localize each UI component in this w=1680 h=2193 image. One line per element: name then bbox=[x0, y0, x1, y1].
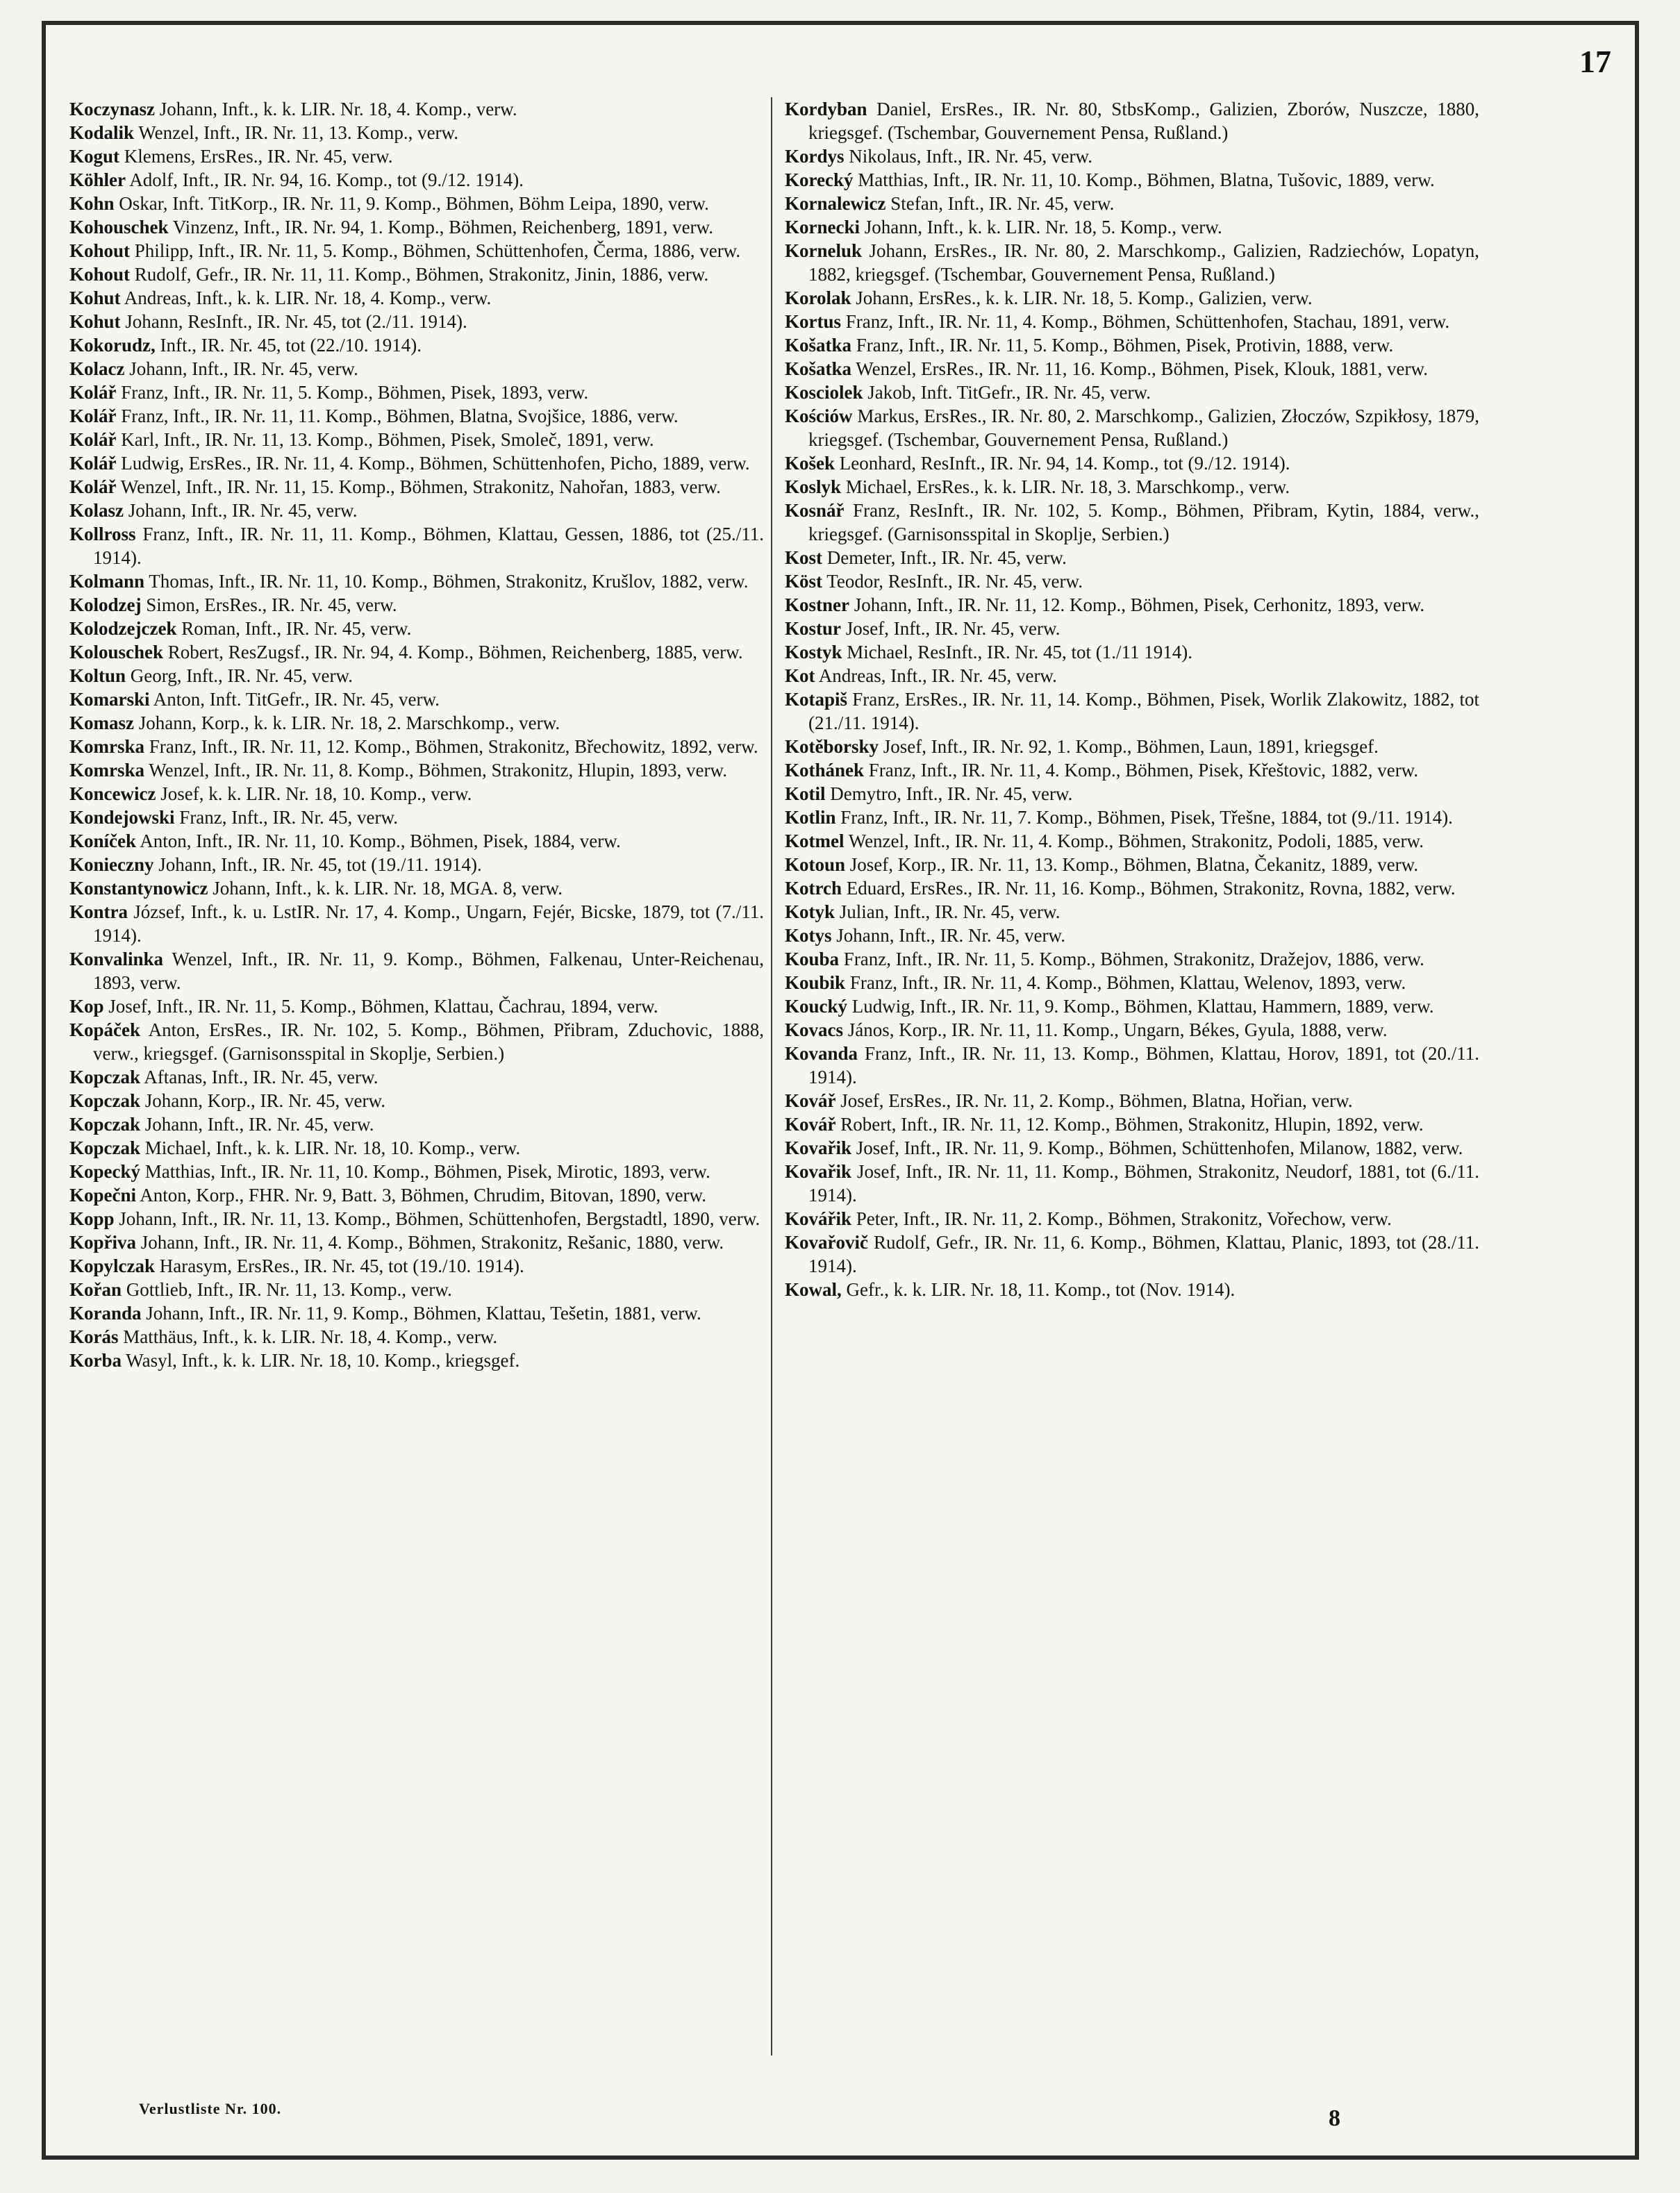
casualty-entry bbox=[785, 569, 1479, 593]
entry-details: Franz, Inft., IR. Nr. 11, 5. Komp., Böhmen, Strakonitz, Dražejov, 1886, verw. bbox=[839, 949, 1424, 969]
entry-details: Teodor, ResInft., IR. Nr. 45, verw. bbox=[822, 571, 1083, 592]
entry-surname: Kolář bbox=[69, 382, 117, 403]
entry-surname: Komarski bbox=[69, 689, 150, 710]
entry-surname: Konvalinka bbox=[69, 949, 164, 969]
casualty-entry bbox=[785, 1018, 1479, 1042]
casualty-entry bbox=[785, 239, 1479, 286]
casualty-entry bbox=[69, 900, 764, 947]
entry-surname: Kovanda bbox=[785, 1043, 858, 1064]
entry-surname: Kohut bbox=[69, 287, 121, 308]
entry-surname: Korneluk bbox=[785, 240, 863, 261]
entry-details: Matthäus, Inft., k. k. LIR. Nr. 18, 4. Komp., verw. bbox=[118, 1326, 498, 1347]
entry-surname: Kouba bbox=[785, 949, 840, 969]
casualty-entry bbox=[69, 1207, 764, 1231]
entry-surname: Kotlin bbox=[785, 807, 836, 828]
entry-details: Matthias, Inft., IR. Nr. 11, 10. Komp., Böhmen, Blatna, Tušovic, 1889, verw. bbox=[853, 169, 1435, 190]
casualty-entry bbox=[69, 286, 764, 310]
entry-surname: Kothánek bbox=[785, 760, 865, 781]
entry-surname: Korecký bbox=[785, 169, 854, 190]
casualty-entry bbox=[785, 617, 1479, 640]
casualty-entry bbox=[785, 735, 1479, 758]
casualty-entry bbox=[69, 121, 764, 144]
entry-surname: Kolář bbox=[69, 453, 117, 474]
entry-surname: Kopczak bbox=[69, 1090, 141, 1111]
entry-details: Jakob, Inft. TitGefr., IR. Nr. 45, verw. bbox=[863, 382, 1151, 403]
entry-surname: Kontra bbox=[69, 901, 128, 922]
entry-details: Leonhard, ResInft., IR. Nr. 94, 14. Komp., tot (9./12. 1914). bbox=[835, 453, 1290, 474]
entry-details: Julian, Inft., IR. Nr. 45, verw. bbox=[835, 901, 1061, 922]
entry-details: Franz, Inft., IR. Nr. 11, 13. Komp., Böhmen, Klattau, Horov, 1891, tot (20./11. 1914). bbox=[808, 1043, 1479, 1087]
casualty-entry bbox=[69, 239, 764, 262]
entry-surname: Koczynasz bbox=[69, 99, 155, 119]
entry-details: Klemens, ErsRes., IR. Nr. 45, verw. bbox=[119, 146, 393, 167]
entry-details: János, Korp., IR. Nr. 11, 11. Komp., Ungarn, Békes, Gyula, 1888, verw. bbox=[843, 1019, 1388, 1040]
entry-details: Peter, Inft., IR. Nr. 11, 2. Komp., Böhmen, Strakonitz, Vořechow, verw. bbox=[851, 1208, 1392, 1229]
entry-surname: Koucký bbox=[785, 996, 848, 1017]
casualty-entry bbox=[69, 310, 764, 333]
entry-details: Wenzel, Inft., IR. Nr. 11, 9. Komp., Böhmen, Falkenau, Unter-Reichenau, 1893, verw. bbox=[93, 949, 764, 993]
entry-surname: Köst bbox=[785, 571, 822, 592]
casualty-entry bbox=[69, 404, 764, 428]
entry-details: Stefan, Inft., IR. Nr. 45, verw. bbox=[885, 193, 1115, 214]
casualty-entry bbox=[69, 333, 764, 357]
entry-details: Adolf, Inft., IR. Nr. 94, 16. Komp., tot (9./12. 1914). bbox=[126, 169, 524, 190]
entry-surname: Koníček bbox=[69, 831, 137, 851]
entry-surname: Kokorudz, bbox=[69, 335, 156, 356]
casualty-entry bbox=[69, 1325, 764, 1349]
entry-surname: Kościów bbox=[785, 406, 853, 426]
entry-surname: Korolak bbox=[785, 287, 851, 308]
casualty-entry bbox=[785, 286, 1479, 310]
casualty-entry bbox=[69, 1136, 764, 1160]
casualty-entry bbox=[69, 428, 764, 451]
entry-details: Anton, ErsRes., IR. Nr. 102, 5. Komp., Böhmen, Přibram, Zduchovic, 1888, verw., kriegsgef. (Garnisonsspital in Skoplje, Serbien.) bbox=[93, 1019, 764, 1064]
entry-surname: Korba bbox=[69, 1350, 122, 1371]
entry-details: Wenzel, Inft., IR. Nr. 11, 8. Komp., Böhmen, Strakonitz, Hlupin, 1893, verw. bbox=[144, 760, 727, 781]
entry-details: Michael, ResInft., IR. Nr. 45, tot (1./11 1914). bbox=[842, 642, 1192, 662]
casualty-entry bbox=[69, 1160, 764, 1183]
casualty-entry bbox=[785, 192, 1479, 215]
entry-details: Franz, Inft., IR. Nr. 11, 4. Komp., Böhmen, Pisek, Křeštovic, 1882, verw. bbox=[864, 760, 1419, 781]
casualty-entry bbox=[69, 593, 764, 617]
entry-details: Anton, Inft. TitGefr., IR. Nr. 45, verw. bbox=[149, 689, 440, 710]
entry-surname: Kovařik bbox=[785, 1161, 852, 1182]
entry-details: Johann, ResInft., IR. Nr. 45, tot (2./11. 1914). bbox=[120, 311, 467, 332]
entry-surname: Kotys bbox=[785, 925, 832, 946]
casualty-entry bbox=[69, 994, 764, 1018]
entry-details: Gefr., k. k. LIR. Nr. 18, 11. Komp., tot (Nov. 1914). bbox=[841, 1279, 1236, 1300]
casualty-entry bbox=[785, 310, 1479, 333]
entry-surname: Kovařovič bbox=[785, 1232, 868, 1253]
entry-surname: Komrska bbox=[69, 736, 144, 757]
entry-surname: Kořan bbox=[69, 1279, 122, 1300]
entry-surname: Kopylczak bbox=[69, 1256, 156, 1276]
entry-surname: Kolouschek bbox=[69, 642, 164, 662]
entry-surname: Kolodzej bbox=[69, 594, 142, 615]
entry-details: Franz, Inft., IR. Nr. 11, 11. Komp., Böhmen, Klattau, Gessen, 1886, tot (25./11. 1914). bbox=[93, 524, 764, 568]
entry-details: Gottlieb, Inft., IR. Nr. 11, 13. Komp., verw. bbox=[122, 1279, 452, 1300]
entry-surname: Kohouschek bbox=[69, 217, 169, 237]
entry-surname: Kopecký bbox=[69, 1161, 141, 1182]
casualty-entry bbox=[785, 381, 1479, 404]
entry-surname: Kopáček bbox=[69, 1019, 141, 1040]
casualty-entry bbox=[69, 758, 764, 782]
casualty-entry bbox=[785, 144, 1479, 168]
casualty-entry bbox=[69, 617, 764, 640]
casualty-entry bbox=[785, 215, 1479, 239]
casualty-entry bbox=[785, 876, 1479, 900]
entry-surname: Kolmann bbox=[69, 571, 145, 592]
entry-details: Josef, ErsRes., IR. Nr. 11, 2. Komp., Böhmen, Blatna, Hořian, verw. bbox=[835, 1090, 1353, 1111]
entry-details: Oskar, Inft. TitKorp., IR. Nr. 11, 9. Komp., Böhmen, Böhm Leipa, 1890, verw. bbox=[114, 193, 709, 214]
entry-details: Simon, ErsRes., IR. Nr. 45, verw. bbox=[141, 594, 397, 615]
entry-surname: Kotoun bbox=[785, 854, 846, 875]
entry-surname: Koranda bbox=[69, 1303, 142, 1324]
entry-surname: Konieczny bbox=[69, 854, 154, 875]
entry-details: Johann, ErsRes., k. k. LIR. Nr. 18, 5. Komp., Galizien, verw. bbox=[851, 287, 1313, 308]
entry-details: Roman, Inft., IR. Nr. 45, verw. bbox=[176, 618, 412, 639]
casualty-entry bbox=[785, 971, 1479, 994]
casualty-entry bbox=[69, 853, 764, 876]
casualty-entry bbox=[785, 404, 1479, 451]
casualty-entry bbox=[69, 451, 764, 475]
entry-details: Franz, Inft., IR. Nr. 11, 11. Komp., Böhmen, Blatna, Svojšice, 1886, verw. bbox=[116, 406, 679, 426]
entry-details: József, Inft., k. u. LstIR. Nr. 17, 4. Komp., Ungarn, Fejér, Bicske, 1879, tot (7./11. 1914). bbox=[93, 901, 764, 946]
entry-details: Inft., IR. Nr. 45, tot (22./10. 1914). bbox=[155, 335, 422, 356]
casualty-entry bbox=[69, 192, 764, 215]
entry-details: Aftanas, Inft., IR. Nr. 45, verw. bbox=[140, 1067, 379, 1087]
entry-details: Robert, Inft., IR. Nr. 11, 12. Komp., Böhmen, Strakonitz, Hlupin, 1892, verw. bbox=[835, 1114, 1424, 1135]
entry-details: Georg, Inft., IR. Nr. 45, verw. bbox=[126, 665, 353, 686]
footer-list-label: Verlustliste Nr. 100. bbox=[139, 2100, 282, 2117]
casualty-entry bbox=[69, 1231, 764, 1254]
entry-surname: Kolář bbox=[69, 406, 117, 426]
casualty-entry bbox=[785, 782, 1479, 806]
entry-surname: Kovář bbox=[785, 1114, 836, 1135]
entry-surname: Kovář bbox=[785, 1090, 836, 1111]
entry-surname: Kostur bbox=[785, 618, 841, 639]
entry-surname: Kodalik bbox=[69, 122, 135, 143]
casualty-entry bbox=[69, 144, 764, 168]
entry-surname: Košek bbox=[785, 453, 835, 474]
entry-surname: Kolasz bbox=[69, 500, 124, 521]
entry-surname: Kortus bbox=[785, 311, 841, 332]
entry-surname: Kolář bbox=[69, 476, 117, 497]
entry-surname: Kotrch bbox=[785, 878, 842, 899]
entry-details: Franz, ResInft., IR. Nr. 102, 5. Komp., Böhmen, Přibram, Kytin, 1884, verw., kriegsgef. (Garnisonsspital in Skoplje, Serbien.) bbox=[808, 500, 1479, 544]
casualty-entry bbox=[69, 1018, 764, 1065]
casualty-entry bbox=[69, 215, 764, 239]
entry-surname: Kollross bbox=[69, 524, 136, 544]
casualty-entry bbox=[785, 499, 1479, 546]
casualty-entry bbox=[785, 1231, 1479, 1278]
entry-details: Ludwig, Inft., IR. Nr. 11, 9. Komp., Böhmen, Klattau, Hammern, 1889, verw. bbox=[847, 996, 1434, 1017]
entry-details: Wasyl, Inft., k. k. LIR. Nr. 18, 10. Komp., kriegsgef. bbox=[122, 1350, 520, 1371]
entry-details: Franz, Inft., IR. Nr. 11, 4. Komp., Böhmen, Schüttenhofen, Stachau, 1891, verw. bbox=[841, 311, 1450, 332]
entry-details: Johann, Inft., k. k. LIR. Nr. 18, MGA. 8, verw. bbox=[208, 878, 563, 899]
casualty-entry bbox=[69, 876, 764, 900]
entry-details: Franz, Inft., IR. Nr. 11, 4. Komp., Böhmen, Klattau, Welenov, 1893, verw. bbox=[845, 972, 1406, 993]
entry-details: Michael, Inft., k. k. LIR. Nr. 18, 10. Komp., verw. bbox=[140, 1137, 521, 1158]
entry-details: Josef, Inft., IR. Nr. 45, verw. bbox=[841, 618, 1061, 639]
casualty-entry bbox=[785, 829, 1479, 853]
casualty-entry bbox=[69, 1183, 764, 1207]
entry-surname: Kosciolek bbox=[785, 382, 863, 403]
entry-surname: Komrska bbox=[69, 760, 144, 781]
casualty-entry bbox=[69, 664, 764, 687]
entry-details: Andreas, Inft., IR. Nr. 45, verw. bbox=[815, 665, 1057, 686]
entry-details: Markus, ErsRes., IR. Nr. 80, 2. Marschkomp., Galizien, Złoczów, Szpikłosy, 1879, kriegsgef. (Tschembar, Gouvernement Pensa, Rußland.) bbox=[808, 406, 1479, 450]
entry-details: Demytro, Inft., IR. Nr. 45, verw. bbox=[825, 783, 1073, 804]
entry-surname: Kordys bbox=[785, 146, 845, 167]
casualty-entry bbox=[785, 687, 1479, 735]
entry-surname: Koslyk bbox=[785, 476, 842, 497]
entry-details: Josef, Inft., IR. Nr. 11, 5. Komp., Böhmen, Klattau, Čachrau, 1894, verw. bbox=[103, 996, 658, 1017]
casualty-entry bbox=[69, 522, 764, 569]
entry-surname: Kowal, bbox=[785, 1279, 842, 1300]
entry-details: Johann, Inft., IR. Nr. 45, verw. bbox=[140, 1114, 374, 1135]
entry-surname: Kotyk bbox=[785, 901, 835, 922]
entry-details: Wenzel, Inft., IR. Nr. 11, 13. Komp., verw. bbox=[134, 122, 459, 143]
entry-details: Johann, Inft., k. k. LIR. Nr. 18, 4. Komp., verw. bbox=[154, 99, 517, 119]
entry-details: Johann, Inft., IR. Nr. 11, 4. Komp., Böhmen, Strakonitz, Rešanic, 1880, verw. bbox=[136, 1232, 724, 1253]
entry-surname: Kostner bbox=[785, 594, 849, 615]
entry-details: Johann, Inft., IR. Nr. 45, verw. bbox=[124, 358, 358, 379]
casualty-entry bbox=[69, 499, 764, 522]
casualty-entry bbox=[69, 687, 764, 711]
casualty-entry bbox=[785, 168, 1479, 192]
casualty-entry bbox=[69, 806, 764, 829]
casualty-entry bbox=[69, 640, 764, 664]
entry-surname: Kopczak bbox=[69, 1137, 141, 1158]
entry-surname: Koltun bbox=[69, 665, 126, 686]
entry-details: Matthias, Inft., IR. Nr. 11, 10. Komp., Böhmen, Pisek, Mirotic, 1893, verw. bbox=[140, 1161, 710, 1182]
casualty-entry bbox=[69, 168, 764, 192]
entry-details: Johann, Korp., IR. Nr. 45, verw. bbox=[140, 1090, 385, 1111]
entry-details: Franz, ErsRes., IR. Nr. 11, 14. Komp., Böhmen, Pisek, Worlik Zlakowitz, 1882, tot (21./11. 1914). bbox=[808, 689, 1479, 733]
casualty-entry bbox=[785, 806, 1479, 829]
casualty-entry bbox=[785, 640, 1479, 664]
entry-details: Harasym, ErsRes., IR. Nr. 45, tot (19./10. 1914). bbox=[155, 1256, 524, 1276]
casualty-entry bbox=[785, 1160, 1479, 1207]
casualty-entry bbox=[785, 1207, 1479, 1231]
entry-details: Franz, Inft., IR. Nr. 11, 7. Komp., Böhmen, Pisek, Třešne, 1884, tot (9./11. 1914). bbox=[835, 807, 1453, 828]
entry-details: Karl, Inft., IR. Nr. 11, 13. Komp., Böhmen, Pisek, Smoleč, 1891, verw. bbox=[116, 429, 654, 450]
casualty-entry bbox=[785, 1042, 1479, 1089]
entry-surname: Kotěborsky bbox=[785, 736, 879, 757]
entry-surname: Kotil bbox=[785, 783, 826, 804]
casualty-entry bbox=[785, 1136, 1479, 1160]
entry-surname: Kovařik bbox=[785, 1137, 852, 1158]
casualty-entry bbox=[785, 924, 1479, 947]
entry-surname: Kondejowski bbox=[69, 807, 175, 828]
entry-surname: Kohout bbox=[69, 240, 131, 261]
column-divider bbox=[771, 97, 772, 2056]
entry-surname: Komasz bbox=[69, 712, 134, 733]
entry-details: Philipp, Inft., IR. Nr. 11, 5. Komp., Böhmen, Schüttenhofen, Čerma, 1886, verw. bbox=[130, 240, 741, 261]
entry-details: Josef, Inft., IR. Nr. 92, 1. Komp., Böhmen, Laun, 1891, kriegsgef. bbox=[879, 736, 1379, 757]
casualty-entry bbox=[785, 333, 1479, 357]
entry-details: Johann, Inft., IR. Nr. 11, 12. Komp., Böhmen, Pisek, Cerhonitz, 1893, verw. bbox=[849, 594, 1425, 615]
casualty-entry bbox=[69, 1278, 764, 1301]
casualty-entry bbox=[69, 1254, 764, 1278]
entry-surname: Kostyk bbox=[785, 642, 842, 662]
casualty-entry bbox=[785, 1112, 1479, 1136]
entry-details: Franz, Inft., IR. Nr. 11, 12. Komp., Böhmen, Strakonitz, Břechowitz, 1892, verw. bbox=[144, 736, 758, 757]
casualty-entry bbox=[785, 853, 1479, 876]
entry-details: Johann, Inft., IR. Nr. 45, verw. bbox=[831, 925, 1065, 946]
entry-surname: Kopczak bbox=[69, 1114, 141, 1135]
entry-details: Eduard, ErsRes., IR. Nr. 11, 16. Komp., Böhmen, Strakonitz, Rovna, 1882, verw. bbox=[842, 878, 1456, 899]
entry-surname: Košatka bbox=[785, 358, 852, 379]
entry-surname: Korás bbox=[69, 1326, 119, 1347]
entry-surname: Kovacs bbox=[785, 1019, 843, 1040]
entry-surname: Kotmel bbox=[785, 831, 845, 851]
casualty-entry bbox=[69, 357, 764, 381]
casualty-entry bbox=[69, 947, 764, 994]
entry-surname: Košatka bbox=[785, 335, 852, 356]
entry-details: Rudolf, Gefr., IR. Nr. 11, 11. Komp., Böhmen, Strakonitz, Jinin, 1886, verw. bbox=[130, 264, 709, 285]
casualty-entry bbox=[69, 1089, 764, 1112]
entry-details: Anton, Inft., IR. Nr. 11, 10. Komp., Böhmen, Pisek, 1884, verw. bbox=[136, 831, 621, 851]
entry-details: Josef, Korp., IR. Nr. 11, 13. Komp., Böhmen, Blatna, Čekanitz, 1889, verw. bbox=[845, 854, 1419, 875]
entry-surname: Kolacz bbox=[69, 358, 125, 379]
entry-details: Johann, Inft., IR. Nr. 45, tot (19./11. 1914). bbox=[153, 854, 482, 875]
entry-surname: Konstantynowicz bbox=[69, 878, 208, 899]
entry-surname: Kotapiš bbox=[785, 689, 848, 710]
entry-details: Franz, Inft., IR. Nr. 11, 5. Komp., Böhmen, Pisek, Protivin, 1888, verw. bbox=[851, 335, 1394, 356]
document-page bbox=[42, 21, 1639, 2160]
entry-details: Franz, Inft., IR. Nr. 11, 5. Komp., Böhmen, Pisek, 1893, verw. bbox=[116, 382, 589, 403]
entry-surname: Kornecki bbox=[785, 217, 860, 237]
casualty-entry bbox=[69, 829, 764, 853]
entry-surname: Kohn bbox=[69, 193, 115, 214]
casualty-entry bbox=[69, 735, 764, 758]
entry-surname: Koncewicz bbox=[69, 783, 156, 804]
entry-details: Johann, Inft., IR. Nr. 11, 13. Komp., Böhmen, Schüttenhofen, Bergstadtl, 1890, verw. bbox=[114, 1208, 760, 1229]
casualty-entry bbox=[69, 569, 764, 593]
entry-details: Johann, Korp., k. k. LIR. Nr. 18, 2. Marschkomp., verw. bbox=[133, 712, 560, 733]
entry-surname: Kopczak bbox=[69, 1067, 141, 1087]
casualty-entry bbox=[785, 593, 1479, 617]
entry-details: Rudolf, Gefr., IR. Nr. 11, 6. Komp., Böhmen, Klattau, Planic, 1893, tot (28./11. 1914). bbox=[808, 1232, 1479, 1276]
casualty-entry bbox=[69, 1301, 764, 1325]
entry-details: Johann, Inft., IR. Nr. 45, verw. bbox=[124, 500, 358, 521]
casualty-entry bbox=[785, 900, 1479, 924]
left-column bbox=[69, 97, 764, 2139]
entry-surname: Kogut bbox=[69, 146, 120, 167]
entry-details: Josef, k. k. LIR. Nr. 18, 10. Komp., verw. bbox=[156, 783, 472, 804]
casualty-entry bbox=[69, 1349, 764, 1372]
entry-surname: Kolář bbox=[69, 429, 117, 450]
entry-surname: Kosnář bbox=[785, 500, 845, 521]
entry-details: Thomas, Inft., IR. Nr. 11, 10. Komp., Böhmen, Strakonitz, Krušlov, 1882, verw. bbox=[144, 571, 749, 592]
right-column bbox=[785, 97, 1479, 2139]
entry-details: Ludwig, ErsRes., IR. Nr. 11, 4. Komp., Böhmen, Schüttenhofen, Picho, 1889, verw. bbox=[116, 453, 750, 474]
entry-surname: Kohut bbox=[69, 311, 121, 332]
casualty-entry bbox=[69, 1065, 764, 1089]
casualty-entry bbox=[785, 546, 1479, 569]
casualty-entry bbox=[785, 357, 1479, 381]
entry-surname: Kopp bbox=[69, 1208, 115, 1229]
casualty-entry bbox=[785, 994, 1479, 1018]
entry-details: Andreas, Inft., k. k. LIR. Nr. 18, 4. Komp., verw. bbox=[120, 287, 492, 308]
page-number: 17 bbox=[1579, 44, 1611, 79]
entry-details: Robert, ResZugsf., IR. Nr. 94, 4. Komp., Böhmen, Reichenberg, 1885, verw. bbox=[163, 642, 743, 662]
entry-surname: Koubik bbox=[785, 972, 846, 993]
entry-surname: Kordyban bbox=[785, 99, 867, 119]
entry-surname: Kop bbox=[69, 996, 104, 1017]
entry-details: Anton, Korp., FHR. Nr. 9, Batt. 3, Böhmen, Chrudim, Bitovan, 1890, verw. bbox=[136, 1185, 706, 1206]
entry-details: Vinzenz, Inft., IR. Nr. 94, 1. Komp., Böhmen, Reichenberg, 1891, verw. bbox=[168, 217, 714, 237]
entry-details: Johann, ErsRes., IR. Nr. 80, 2. Marschkomp., Galizien, Radziechów, Lopatyn, 1882, kriegsgef. (Tschembar, Gouvernement Pensa, Rußland.) bbox=[808, 240, 1479, 285]
casualty-entry bbox=[785, 664, 1479, 687]
entry-details: Demeter, Inft., IR. Nr. 45, verw. bbox=[822, 547, 1067, 568]
entry-surname: Kohout bbox=[69, 264, 131, 285]
entry-details: Josef, Inft., IR. Nr. 11, 9. Komp., Böhmen, Schüttenhofen, Milanow, 1882, verw. bbox=[851, 1137, 1463, 1158]
casualty-entry bbox=[785, 1278, 1479, 1301]
casualty-entry bbox=[785, 97, 1479, 144]
entry-surname: Kolodzejczek bbox=[69, 618, 177, 639]
casualty-entry bbox=[69, 711, 764, 735]
entry-details: Nikolaus, Inft., IR. Nr. 45, verw. bbox=[844, 146, 1092, 167]
casualty-entry bbox=[785, 451, 1479, 475]
entry-details: Daniel, ErsRes., IR. Nr. 80, StbsKomp., Galizien, Zborów, Nuszcze, 1880, kriegsgef. (Tschembar, Gouvernement Pensa, Rußland.) bbox=[808, 99, 1479, 143]
entry-details: Michael, ErsRes., k. k. LIR. Nr. 18, 3. Marschkomp., verw. bbox=[841, 476, 1290, 497]
entry-surname: Kot bbox=[785, 665, 815, 686]
entry-details: Franz, Inft., IR. Nr. 45, verw. bbox=[174, 807, 398, 828]
entry-surname: Kornalewicz bbox=[785, 193, 886, 214]
entry-surname: Köhler bbox=[69, 169, 126, 190]
casualty-entry bbox=[69, 97, 764, 121]
entry-surname: Kopečni bbox=[69, 1185, 137, 1206]
entry-details: Wenzel, Inft., IR. Nr. 11, 15. Komp., Böhmen, Strakonitz, Nahořan, 1883, verw. bbox=[116, 476, 721, 497]
casualty-entry bbox=[785, 758, 1479, 782]
entry-details: Johann, Inft., IR. Nr. 11, 9. Komp., Böhmen, Klattau, Tešetin, 1881, verw. bbox=[141, 1303, 701, 1324]
entry-surname: Kost bbox=[785, 547, 822, 568]
entry-details: Wenzel, Inft., IR. Nr. 11, 4. Komp., Böhmen, Strakonitz, Podoli, 1885, verw. bbox=[844, 831, 1424, 851]
entry-details: Johann, Inft., k. k. LIR. Nr. 18, 5. Komp., verw. bbox=[860, 217, 1222, 237]
entry-details: Josef, Inft., IR. Nr. 11, 11. Komp., Böhmen, Strakonitz, Neudorf, 1881, tot (6./11. 1914). bbox=[808, 1161, 1479, 1206]
entry-details: Wenzel, ErsRes., IR. Nr. 11, 16. Komp., Böhmen, Pisek, Klouk, 1881, verw. bbox=[851, 358, 1429, 379]
casualty-entry bbox=[69, 262, 764, 286]
casualty-entry bbox=[785, 947, 1479, 971]
entry-surname: Kovářik bbox=[785, 1208, 852, 1229]
entry-surname: Kopřiva bbox=[69, 1232, 137, 1253]
casualty-entry bbox=[785, 475, 1479, 499]
casualty-entry bbox=[69, 475, 764, 499]
casualty-entry bbox=[785, 1089, 1479, 1112]
casualty-entry bbox=[69, 782, 764, 806]
footer-signature: 8 bbox=[1329, 2106, 1340, 2131]
casualty-entry bbox=[69, 1112, 764, 1136]
casualty-entry bbox=[69, 381, 764, 404]
